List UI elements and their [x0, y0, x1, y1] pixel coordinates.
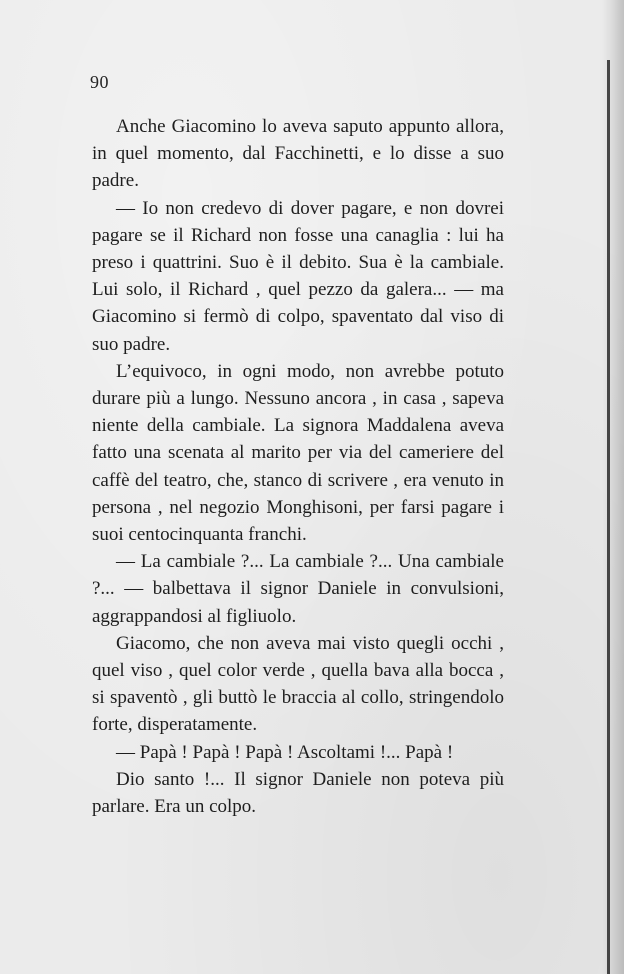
paragraph: L’equivoco, in ogni modo, non avrebbe potuto durare più a lungo. Nessuno ancora , in casa , sapeva niente della cambiale. La signora Maddalena aveva fatto una scenata al marito per via del cameriere del caffè del teatro, che, stanco di scrivere , era venuto in persona , nel negozio Monghisoni, per farsi pagare i suoi centocinquanta franchi. [92, 360, 504, 546]
paragraph: Dio santo !... Il signor Daniele non poteva più parlare. Era un colpo. [92, 768, 504, 818]
paragraph: — Papà ! Papà ! Papà ! Ascoltami !... Papà ! [116, 741, 454, 763]
paragraph: Anche Giacomino lo aveva saputo appunto allora, in quel momento, dal Facchinetti, e lo disse a suo padre. [92, 116, 504, 192]
paragraph: — Io non credevo di dover pagare, e non dovrei pagare se il Richard non fosse una canaglia : lui ha preso i quattrini. Suo è il debito. Sua è la cambiale. Lui solo, il Richard , quel pezzo da galera... — ma Giacomino si fermò di colpo, spaventato dal viso di suo padre. [92, 197, 504, 355]
body-text [92, 113, 504, 820]
paragraph: Giacomo, che non aveva mai visto quegli occhi , quel viso , quel color verde , quella bava alla bocca , si spaventò , gli buttò le braccia al collo, stringendolo forte, disperatamente. [92, 632, 504, 736]
page-gutter-shadow [602, 0, 624, 974]
binding-edge [607, 60, 610, 974]
page-number: 90 [90, 72, 109, 92]
paragraph: — La cambiale ?... La cambiale ?... Una cambiale ?... — balbettava il signor Daniele in convulsioni, aggrappandosi al figliuolo. [92, 551, 504, 627]
